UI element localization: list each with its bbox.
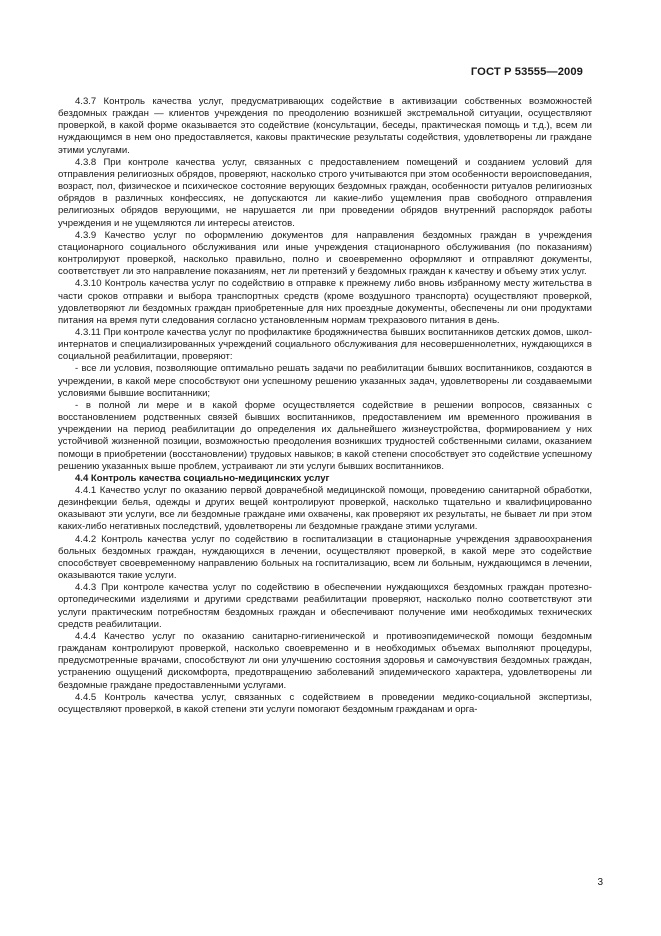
paragraph-4-3-9: 4.3.9 Качество услуг по оформлению документов для направления бездомных граждан в учреждения стационарного социального обслуживания или иные учреждения стационарного обслуживания (по показаниям) контролируют проверкой, насколько правильно, полно и своевременно оформляют и отправляют документы, соответствует ли это направление показаниям, нет ли претензий у бездомных граждан к качеству и объему этих услуг. bbox=[58, 229, 592, 278]
page-number: 3 bbox=[597, 877, 603, 888]
paragraph-4-4-3: 4.4.3 При контроле качества услуг по содействию в обеспечении нуждающихся бездомных граждан протезно-ортопедическими изделиями и другими средствами реабилитации проверяют, насколько полно соответствуют эти услуги практическим потребностям бездомных граждан и обеспечивают получение ими необходимых технических средств реабилитации. bbox=[58, 582, 592, 630]
paragraph-4-4-4: 4.4.4 Качество услуг по оказанию санитарно-гигиенической и противоэпидемической помощи бездомным гражданам контролируют проверкой, насколько своевременно и в необходимых объемах выполняют процедуры, предусмотренные врачами, способствуют ли они улучшению состояния здоровья и самочувствия бездомных граждан, устранению ощущений дискомфорта, предотвращению заболеваний эпидемического характера, удовлетворены ли бездомные граждане предоставленными услугами. bbox=[58, 630, 592, 691]
document-body bbox=[58, 96, 592, 716]
list-item-conditions: - все ли условия, позволяющие оптимально решать задачи по реабилитации бывших воспитанников, создаются в учреждении, в какой мере способствуют они успешному решению указанных задач, удовлетворены ли создаваемыми условиями бывшие воспитанники; bbox=[58, 363, 592, 399]
paragraph-4-3-10: 4.3.10 Контроль качества услуг по содействию в отправке к прежнему либо вновь избранному месту жительства в части сроков отправки и выбора транспортных средств (кроме воздушного транспорта) осуществляют проверкой, удовлетворяют ли бездомных граждан приобретенные для них проездные документы, обеспечены ли они продуктами питания на время пути следования согласно установленным нормам трехразового питания в день. bbox=[58, 278, 592, 326]
paragraph-4-4-2: 4.4.2 Контроль качества услуг по содействию в госпитализации в стационарные учреждения здравоохранения больных бездомных граждан, нуждающихся в лечении, осуществляют проверкой, в какой мере это содействие способствует своевременному направлению больных на госпитализацию, всем ли больным, нуждающимся в лечении, оказываются такие услуги. bbox=[58, 533, 592, 582]
list-item-assistance: - в полной ли мере и в какой форме осуществляется содействие в решении вопросов, связанных с восстановлением родственных связей бывших воспитанников, предоставлением им временного проживания в учреждении на период реабилитации до определения их дальнейшего жизнеустройства, формированием у них устойчивой жизненной позиции, возможностью преодоления возникших трудностей собственными силами, оказанием помощи в приобретении (восстановлении) трудовых навыков; в какой степени способствует это содействие успешному решению указанных выше проблем, устраивают ли эти услуги бывших воспитанников. bbox=[58, 399, 592, 472]
standard-header: ГОСТ Р 53555—2009 bbox=[470, 66, 583, 78]
paragraph-4-3-8: 4.3.8 При контроле качества услуг, связанных с предоставлением помещений и созданием условий для отправления религиозных обрядов, проверяют, насколько строго учитываются при этом особенности вероисповедания, возраст, пол, физическое и психическое состояние верующих бездомных граждан, особенности ритуалов религиозных обрядов в различных конфессиях, не допускаются ли какие-либо ущемления прав свободного отправления религиозных обрядов верующими, не нарушается ли при проведении обрядов внутренний распорядок работы учреждения и не ущемляются ли интересы атеистов. bbox=[58, 156, 592, 229]
paragraph-4-4-5: 4.4.5 Контроль качества услуг, связанных с содействием в проведении медико-социальной экспертизы, осуществляют проверкой, в какой степени эти услуги помогают бездомным гражданам и орга- bbox=[58, 691, 592, 715]
paragraph-4-3-7: 4.3.7 Контроль качества услуг, предусматривающих содействие в активизации собственных возможностей бездомных граждан — клиентов учреждения по преодолению возникшей экстремальной ситуации, осуществляют проверкой, в какой форме оказывается это содействие (консультации, беседы, практическая помощь и т.д.), всем ли нуждающимся в нем оно предоставляется, каковы практические результаты содействия, удовлетворены ли граждане этими услугами. bbox=[58, 96, 592, 156]
paragraph-4-4-1: 4.4.1 Качество услуг по оказанию первой доврачебной медицинской помощи, проведению санитарной обработки, дезинфекции белья, одежды и других вещей контролируют проверкой, насколько тщательно и квалифицированно оказывают эти услуги, все ли бездомные граждане ими охвачены, как проверяют их результаты, не бывает ли при этом каких-либо негативных последствий, удовлетворены ли бездомные граждане этими услугами. bbox=[58, 485, 592, 533]
paragraph-4-3-11: 4.3.11 При контроле качества услуг по профилактике бродяжничества бывших воспитанников детских домов, школ-интернатов и специализированных учреждений социального обслуживания для несовершеннолетних, нуждающихся в социальной реабилитации, проверяют: bbox=[58, 326, 592, 363]
section-heading-4-4: 4.4 Контроль качества социально-медицинских услуг bbox=[75, 472, 330, 484]
